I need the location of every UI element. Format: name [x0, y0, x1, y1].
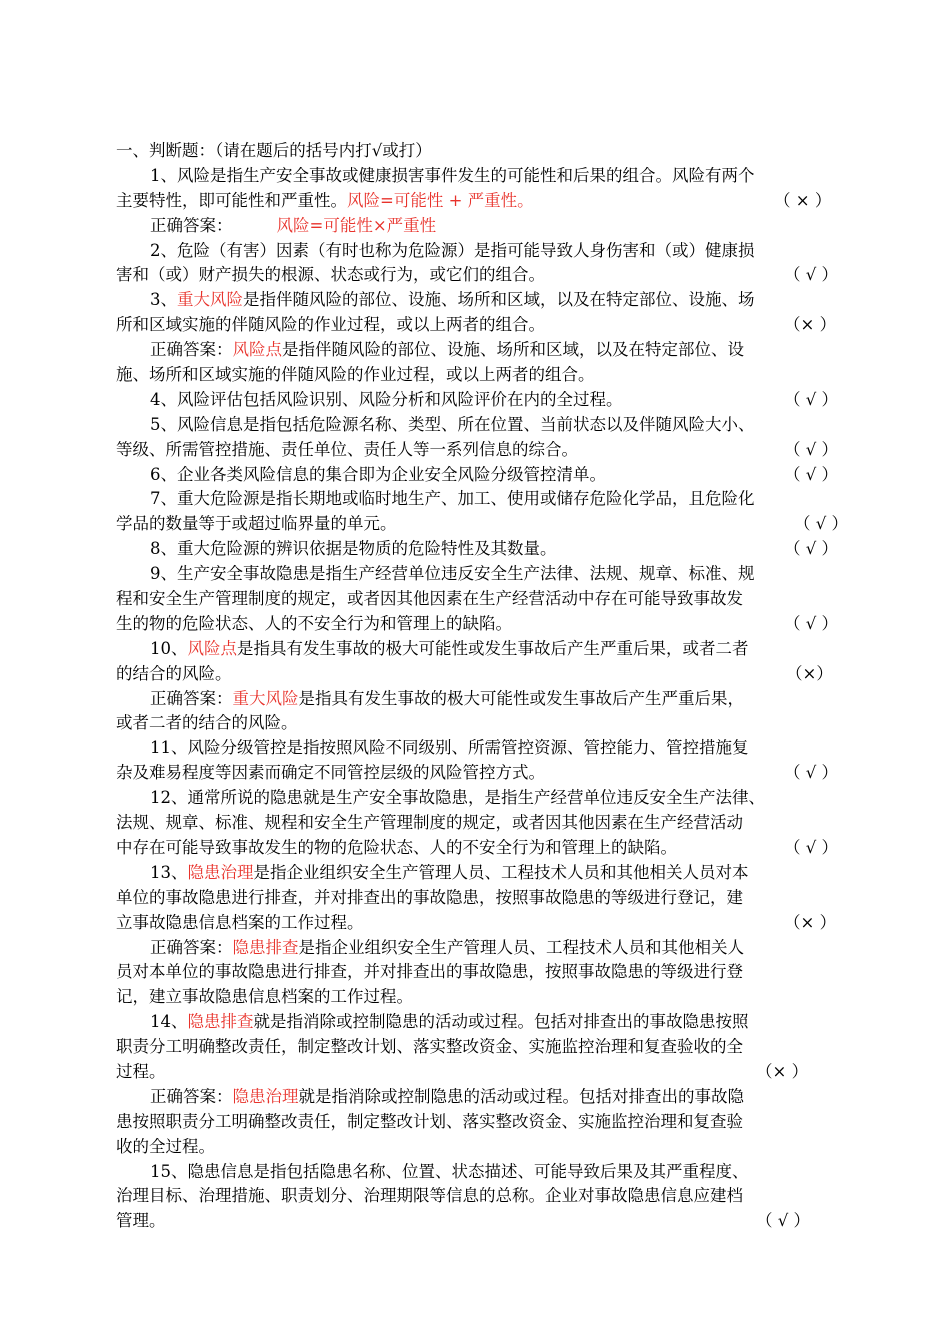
question-1-line-1: 1、风险是指生产安全事故或健康损害事件发生的可能性和后果的组合。风险有两个	[150, 165, 755, 185]
question-2-mark: （ √ ）	[784, 265, 839, 285]
question-3-line-1	[116, 288, 842, 313]
question-9-line-2: 程和安全生产管理制度的规定，或者因其他因素在生产经营活动中存在可能导致事故发	[116, 589, 743, 609]
question-14-answer-line-3: 收的全过程。	[116, 1136, 215, 1156]
question-10-term: 风险点	[187, 638, 237, 658]
question-5-line-1: 5、风险信息是指包括危险源名称、类型、所在位置、当前状态以及伴随风险大小、	[150, 414, 755, 434]
question-3-text-2: 所和区域实施的伴随风险的作业过程，或以上两者的组合。	[116, 315, 545, 335]
question-10-answer-line-1	[116, 687, 842, 712]
question-4-mark: （ √ ）	[784, 389, 839, 409]
correct-answer-label: 正确答案：	[150, 340, 233, 360]
question-12-line-3	[116, 836, 842, 861]
question-7-text: 学品的数量等于或超过临界量的单元。	[116, 514, 397, 534]
question-13-line-3	[116, 911, 842, 936]
question-11-line-2	[116, 761, 842, 786]
question-7-mark: （ √ ）	[794, 514, 849, 534]
question-10-text-2: 的结合的风险。	[116, 663, 232, 683]
question-6-line-1	[116, 463, 842, 488]
correct-answer-label: 正确答案：	[150, 1086, 233, 1106]
question-10-answer-term: 重大风险	[232, 688, 299, 708]
correct-answer-label: 正确答案：	[150, 937, 233, 957]
question-10-answer-line-2: 或者二者的结合的风险。	[116, 713, 298, 733]
question-13-term: 隐患治理	[187, 862, 254, 882]
question-2-text: 害和（或）财产损失的根源、状态或行为，或它们的组合。	[116, 265, 545, 285]
question-14-answer-term: 隐患治理	[232, 1086, 299, 1106]
section-heading: 一、判断题：（请在题后的括号内打√或打）	[116, 141, 432, 160]
question-9-line-3	[116, 612, 842, 637]
question-3-answer-term: 风险点	[232, 340, 282, 360]
question-1-mark: （ × ）	[774, 190, 832, 210]
question-13-answer-line-2: 员对本单位的事故隐患进行排查，并对排查出的事故隐患，按照事故隐患的等级进行登	[116, 962, 743, 982]
question-10-mark: （×）	[786, 663, 833, 683]
question-14-text: 就是指消除或控制隐患的活动或过程。包括对排查出的事故隐患按照	[253, 1012, 749, 1032]
question-13-answer-line-1	[116, 936, 842, 961]
question-6-mark: （ √ ）	[784, 464, 839, 484]
question-3-text: 是指伴随风险的部位、设施、场所和区域，以及在特定部位、设施、场	[243, 290, 755, 310]
question-7-line-1: 7、重大危险源是指长期地或临时地生产、加工、使用或储存危险化学品，且危险化	[150, 489, 755, 509]
question-14-mark: （× ）	[756, 1061, 809, 1081]
question-1-wrong-formula: 风险=可能性 + 严重性。	[347, 190, 534, 210]
question-14-answer-line-1	[116, 1085, 842, 1110]
question-15-mark: （ √ ）	[756, 1211, 811, 1231]
question-7-line-2	[116, 512, 849, 537]
question-1-line-2	[116, 189, 842, 214]
question-15-line-3	[116, 1209, 842, 1234]
question-10-line-1	[116, 637, 842, 662]
question-13-line-2: 单位的事故隐患进行排查，并对排查出的事故隐患，按照事故隐患的等级进行登记，建	[116, 887, 743, 907]
question-14-answer-line-2: 患按照职责分工明确整改责任，制定整改计划、落实整改资金、实施监控治理和复查验	[116, 1111, 743, 1131]
question-14-answer-text: 就是指消除或控制隐患的活动或过程。包括对排查出的事故隐	[298, 1086, 744, 1106]
question-13-answer-line-3: 记，建立事故隐患信息档案的工作过程。	[116, 987, 413, 1007]
question-12-mark: （ √ ）	[784, 837, 839, 857]
question-8-line-1	[116, 537, 842, 562]
question-12-line-1: 12、通常所说的隐患就是生产安全事故隐患，是指生产经营单位违反安全生产法律、	[150, 788, 765, 808]
question-10-number: 10、	[150, 638, 188, 658]
question-4-text: 4、风险评估包括风险识别、风险分析和风险评价在内的全过程。	[150, 389, 623, 409]
question-13-line-1	[116, 861, 842, 886]
question-14-line-2: 职责分工明确整改责任，制定整改计划、落实整改资金、实施监控治理和复查验收的全	[116, 1037, 743, 1057]
question-1-answer	[116, 214, 842, 239]
question-3-line-2	[116, 313, 842, 338]
question-11-line-1: 11、风险分级管控是指按照风险不同级别、所需管控资源、管控能力、管控措施复	[150, 738, 749, 758]
question-6-text: 6、企业各类风险信息的集合即为企业安全风险分级管控清单。	[150, 464, 606, 484]
question-5-text: 等级、所需管控措施、责任单位、责任人等一系列信息的综合。	[116, 439, 578, 459]
question-14-number: 14、	[150, 1012, 188, 1032]
question-10-answer-text: 是指具有发生事故的极大可能性或发生事故后产生严重后果，	[298, 688, 744, 708]
question-13-text-3: 立事故隐患信息档案的工作过程。	[116, 912, 364, 932]
question-13-answer-text: 是指企业组织安全生产管理人员、工程技术人员和其他相关人	[298, 937, 744, 957]
question-13-answer-term: 隐患排查	[232, 937, 299, 957]
question-5-mark: （ √ ）	[784, 439, 839, 459]
question-12-text: 中存在可能导致事故发生的物的危险状态、人的不安全行为和管理上的缺陷。	[116, 837, 677, 857]
question-2-line-1: 2、危险（有害）因素（有时也称为危险源）是指可能导致人身伤害和（或）健康损	[150, 240, 755, 260]
question-11-mark: （ √ ）	[784, 763, 839, 783]
question-8-text: 8、重大危险源的辨识依据是物质的危险特性及其数量。	[150, 539, 557, 559]
question-list	[116, 139, 849, 1234]
correct-answer-label: 正确答案：	[150, 215, 233, 235]
question-15-text-3: 管理。	[116, 1211, 166, 1231]
question-15-line-2: 治理目标、治理措施、职责划分、治理期限等信息的总称。企业对事故隐患信息应建档	[116, 1186, 743, 1206]
question-14-line-1	[116, 1010, 842, 1035]
question-8-mark: （ √ ）	[784, 539, 839, 559]
question-4-line-1	[116, 388, 842, 413]
question-3-mark: （× ）	[784, 315, 837, 335]
question-1-answer-text: 风险=可能性×严重性	[276, 215, 437, 235]
question-2-line-2	[116, 263, 842, 288]
correct-answer-label: 正确答案：	[150, 688, 233, 708]
question-3-answer-line-2: 施、场所和区域实施的伴随风险的作业过程，或以上两者的组合。	[116, 365, 595, 385]
question-10-text: 是指具有发生事故的极大可能性或发生事故后产生严重后果，或者二者	[237, 638, 749, 658]
question-12-line-2: 法规、规章、标准、规程和安全生产管理制度的规定，或者因其他因素在生产经营活动	[116, 813, 743, 833]
question-3-term: 重大风险	[177, 290, 243, 310]
question-9-text: 生的物的危险状态、人的不安全行为和管理上的缺陷。	[116, 613, 512, 633]
question-1-text: 主要特性，即可能性和严重性。	[116, 190, 347, 210]
question-11-text: 杂及难易程度等因素而确定不同管控层级的风险管控方式。	[116, 763, 545, 783]
question-9-mark: （ √ ）	[784, 613, 839, 633]
question-14-term: 隐患排查	[187, 1012, 254, 1032]
question-5-line-2	[116, 438, 842, 463]
question-13-number: 13、	[150, 862, 188, 882]
question-3-number: 3、	[150, 290, 177, 310]
question-10-line-2	[116, 662, 842, 687]
question-13-mark: （× ）	[784, 912, 837, 932]
question-9-line-1: 9、生产安全事故隐患是指生产经营单位违反安全生产法律、法规、规章、标准、规	[150, 564, 755, 584]
question-3-answer-line-1	[116, 338, 842, 363]
question-13-text: 是指企业组织安全生产管理人员、工程技术人员和其他相关人员对本	[253, 862, 749, 882]
question-14-text-3: 过程。	[116, 1061, 166, 1081]
question-14-line-3	[116, 1060, 842, 1085]
question-3-answer-text: 是指伴随风险的部位、设施、场所和区域，以及在特定部位、设	[282, 340, 744, 360]
question-15-line-1: 15、隐患信息是指包括隐患名称、位置、状态描述、可能导致后果及其严重程度、	[150, 1161, 749, 1181]
